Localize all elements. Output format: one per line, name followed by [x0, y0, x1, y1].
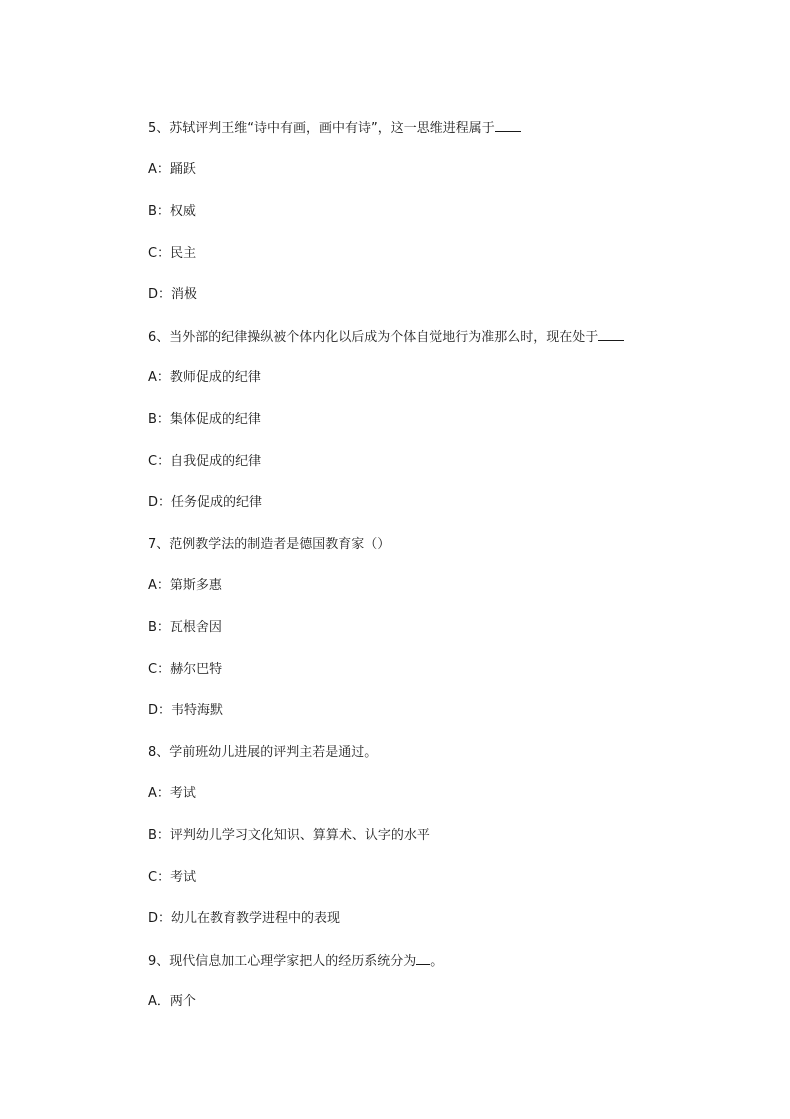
- answer-blank: [495, 119, 521, 132]
- question-6-option-d: D：任务促成的纪律: [148, 495, 263, 510]
- question-9-stem: [148, 952, 443, 971]
- question-5-option-c: C：民主: [148, 246, 197, 261]
- question-6-option-a: A：教师促成的纪律: [148, 370, 261, 385]
- question-6-option-b: B：集体促成的纪律: [148, 412, 261, 427]
- question-stem-text: 9、现代信息加工心理学家把人的经历系统分为: [148, 954, 417, 969]
- question-5-stem: [148, 119, 521, 138]
- question-7-option-b: B：瓦根舍因: [148, 620, 222, 635]
- question-8-option-b: B：评判幼儿学习文化知识、算算术、认字的水平: [148, 828, 430, 843]
- question-6-stem: [148, 328, 624, 347]
- question-9-option-a: A．两个: [148, 994, 196, 1009]
- question-8-stem: 8、学前班幼儿进展的评判主若是通过。: [148, 745, 378, 760]
- question-8-option-c: C：考试: [148, 870, 197, 885]
- question-7-option-a: A：第斯多惠: [148, 578, 222, 593]
- answer-blank: [416, 952, 430, 965]
- question-7-option-c: C：赫尔巴特: [148, 662, 223, 677]
- question-stem-text: 6、当外部的纪律操纵被个体内化以后成为个体自觉地行为准那么时，现在处于: [148, 330, 599, 345]
- question-5-option-d: D：消极: [148, 287, 198, 302]
- answer-blank: [598, 328, 624, 341]
- question-5-option-a: A：踊跃: [148, 162, 196, 177]
- question-5-option-b: B：权威: [148, 204, 196, 219]
- question-7-option-d: D：韦特海默: [148, 703, 224, 718]
- question-8-option-d: D：幼儿在教育教学进程中的表现: [148, 911, 341, 926]
- question-8-option-a: A：考试: [148, 786, 196, 801]
- question-6-option-c: C：自我促成的纪律: [148, 454, 262, 469]
- question-stem-suffix: 。: [430, 954, 444, 969]
- question-7-stem: 7、范例教学法的制造者是德国教育家（）: [148, 537, 391, 552]
- question-stem-text: 5、苏轼评判王维“诗中有画，画中有诗”，这一思维进程属于: [148, 121, 495, 136]
